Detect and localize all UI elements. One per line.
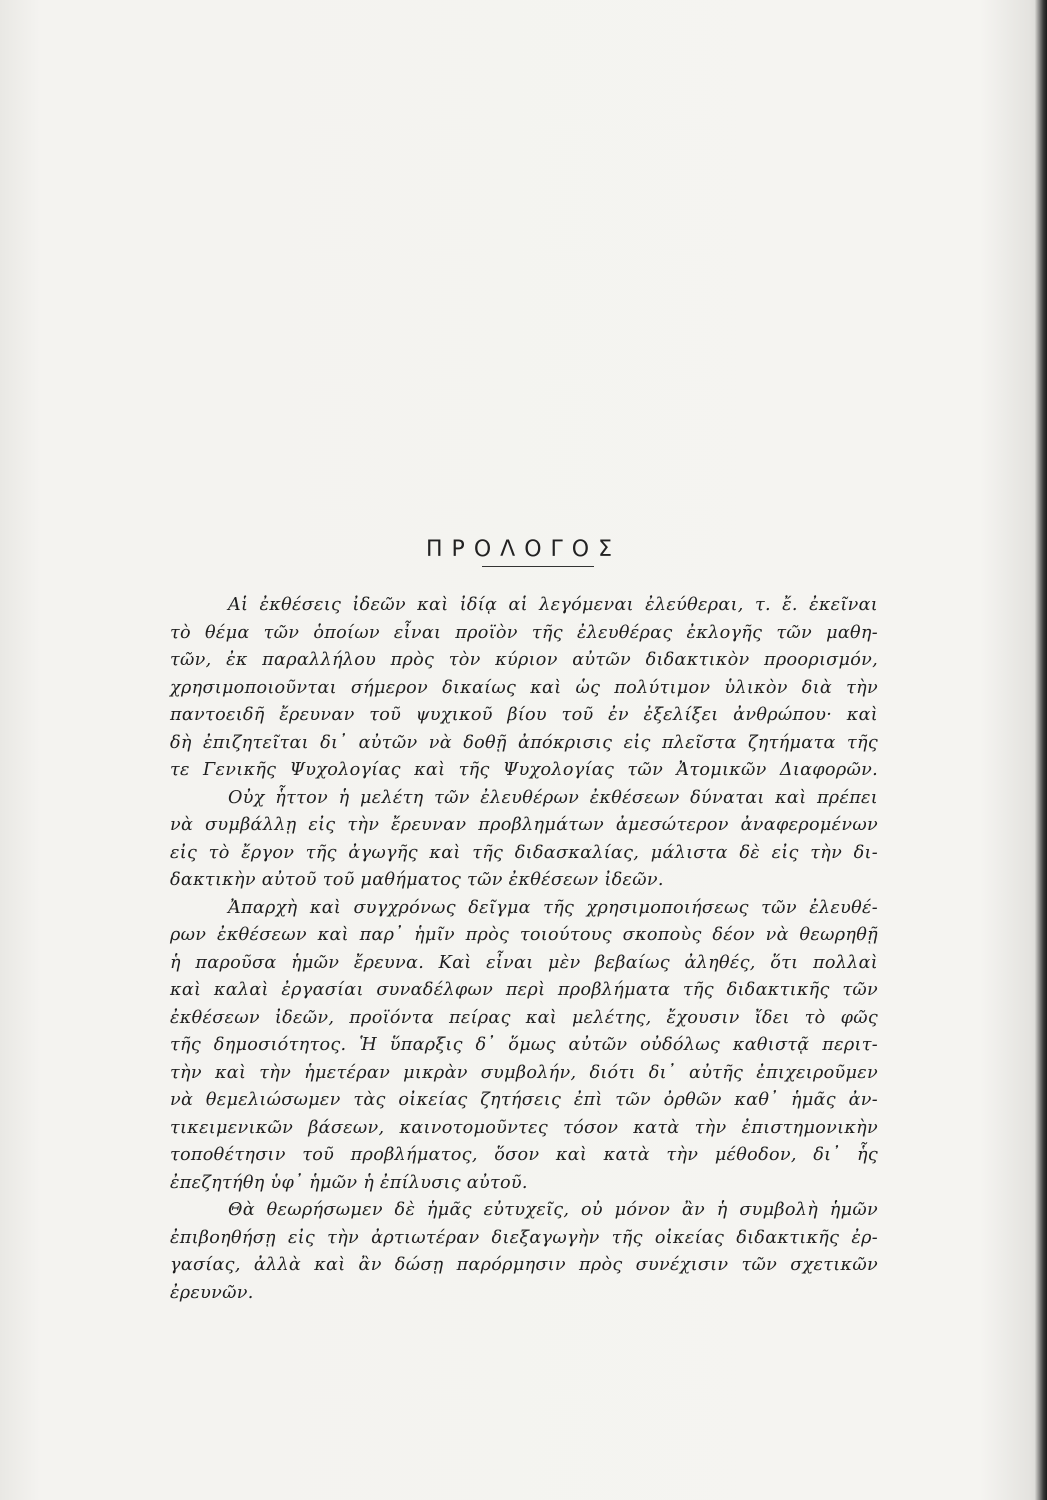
text-line: τὴν καὶ τὴν ἡμετέραν μικρὰν συμβολήν, διότι δι᾽ αὐτῆς ἐπιχειροῦμεν <box>170 1062 878 1083</box>
text-line: τοποθέτησιν τοῦ προβλήματος, ὅσον καὶ κατὰ τὴν μέθοδον, δι᾽ ἧς <box>170 1145 878 1165</box>
text-line: γασίας, ἀλλὰ καὶ ἂν δώσῃ παρόρμησιν πρὸς συνέχισιν τῶν σχετικῶν <box>170 1255 878 1275</box>
text-line: ἐπεζητήθη ὑφ᾽ ἡμῶν ἡ ἐπίλυσις αὐτοῦ. <box>170 1172 528 1193</box>
text-line: Αἱ ἐκθέσεις ἰδεῶν καὶ ἰδίᾳ αἱ λεγόμεναι ἐλεύθεραι, τ. ἔ. ἐκεῖναι <box>228 595 878 615</box>
text-line: ρων ἐκθέσεων καὶ παρ᾽ ἡμῖν πρὸς τοιούτους σκοποὺς δέον νὰ θεωρηθῇ <box>170 925 878 945</box>
text-line: χρησιμοποιοῦνται σήμερον δικαίως καὶ ὡς πολύτιμον ὑλικὸν διὰ τὴν <box>170 677 878 698</box>
text-line: νὰ συμβάλλῃ εἰς τὴν ἔρευναν προβλημάτων ἀμεσώτερον ἀναφερομένων <box>170 815 878 835</box>
text-line: ἐρευνῶν. <box>170 1282 254 1303</box>
text-line: ἐκθέσεων ἰδεῶν, προϊόντα πείρας καὶ μελέτης, ἔχουσιν ἴδει τὸ φῶς <box>170 1007 878 1028</box>
text-line: Οὐχ ἧττον ἡ μελέτη τῶν ἐλευθέρων ἐκθέσεων δύναται καὶ πρέπει <box>228 787 878 808</box>
text-line: καὶ καλαὶ ἐργασίαι συναδέλφων περὶ προβλήματα τῆς διδακτικῆς τῶν <box>170 980 878 1000</box>
text-line: τῆς δημοσιότητος. Ἡ ὕπαρξις δ᾽ ὅμως αὐτῶν οὐδόλως καθιστᾷ περιτ- <box>170 1035 878 1055</box>
preface-text <box>170 592 878 1307</box>
text-line: νὰ θεμελιώσωμεν τὰς οἰκείας ζητήσεις ἐπὶ τῶν ὀρθῶν καθ᾽ ἡμᾶς ἀν- <box>170 1090 878 1110</box>
text-line: τε Γενικῆς Ψυχολογίας καὶ τῆς Ψυχολογίας τῶν Ἀτομικῶν Διαφορῶν. <box>170 760 878 780</box>
text-line: δὴ ἐπιζητεῖται δι᾽ αὐτῶν νὰ δοθῇ ἀπόκρισις εἰς πλεῖστα ζητήματα τῆς <box>170 732 878 753</box>
text-line: ἡ παροῦσα ἡμῶν ἔρευνα. Καὶ εἶναι μὲν βεβαίως ἀληθές, ὅτι πολλαὶ <box>170 952 878 973</box>
page-title: ΠΡΟΛΟΓΟΣ <box>426 536 621 562</box>
text-line: Ἀπαρχὴ καὶ συγχρόνως δεῖγμα τῆς χρησιμοποιήσεως τῶν ἐλευθέ- <box>228 897 878 918</box>
text-line: τικειμενικῶν βάσεων, καινοτομοῦντες τόσον κατὰ τὴν ἐπιστημονικὴν <box>170 1117 878 1138</box>
page-edge-shadow <box>1035 0 1047 1500</box>
title-underline <box>482 566 594 567</box>
text-line: Θὰ θεωρήσωμεν δὲ ἡμᾶς εὐτυχεῖς, οὐ μόνον ἂν ἡ συμβολὴ ἡμῶν <box>228 1200 878 1220</box>
text-line: δακτικὴν αὐτοῦ τοῦ μαθήματος τῶν ἐκθέσεων ἰδεῶν. <box>170 870 664 890</box>
text-line: ἐπιβοηθήσῃ εἰς τὴν ἀρτιωτέραν διεξαγωγὴν τῆς οἰκείας διδακτικῆς ἐρ- <box>170 1227 878 1248</box>
text-line: τῶν, ἐκ παραλλήλου πρὸς τὸν κύριον αὐτῶν διδακτικὸν προορισμόν, <box>170 650 878 670</box>
text-line: τὸ θέμα τῶν ὁποίων εἶναι προϊὸν τῆς ἐλευθέρας ἐκλογῆς τῶν μαθη- <box>170 622 878 643</box>
text-line: εἰς τὸ ἔργον τῆς ἀγωγῆς καὶ τῆς διδασκαλίας, μάλιστα δὲ εἰς τὴν δι- <box>170 842 878 863</box>
text-line: παντοειδῆ ἔρευναν τοῦ ψυχικοῦ βίου τοῦ ἐν ἐξελίξει ἀνθρώπου· καὶ <box>170 705 878 725</box>
